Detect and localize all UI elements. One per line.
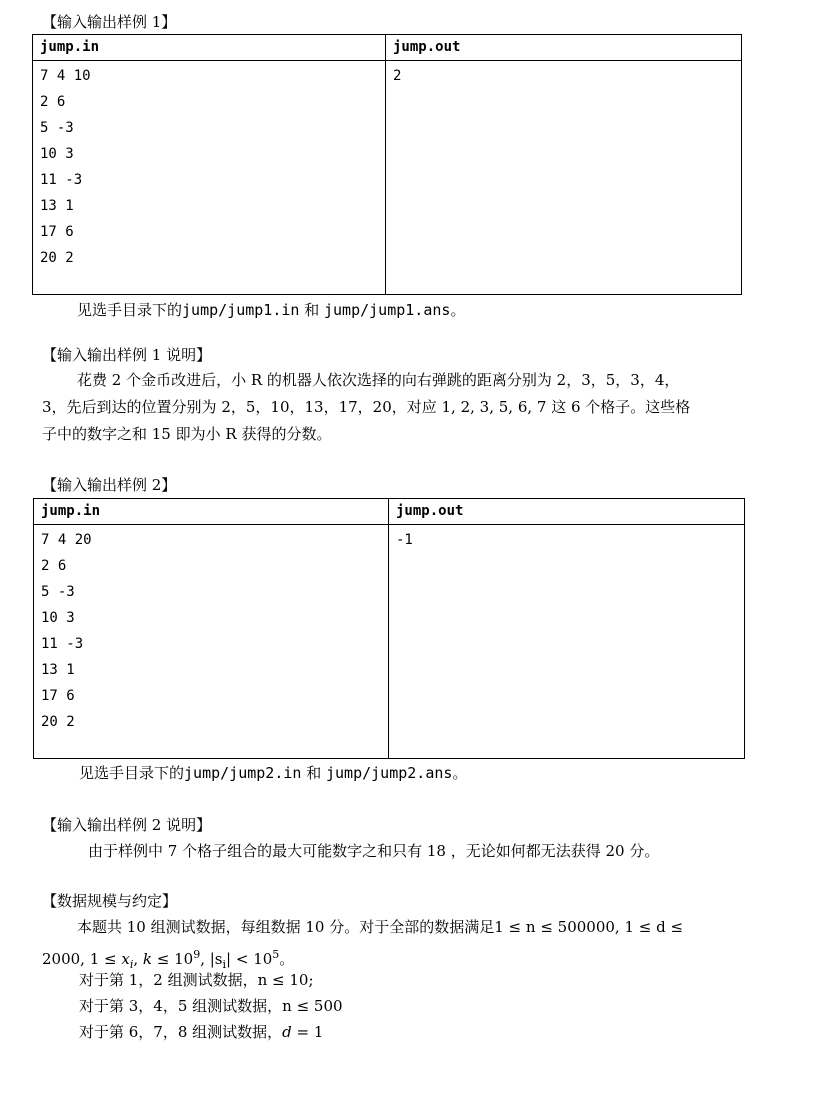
sample1-note <box>77 297 465 324</box>
input-line: 13 1 <box>41 662 75 678</box>
sample1-out-header: jump.out <box>386 35 742 61</box>
input-line: 13 1 <box>40 198 74 214</box>
input-line: 2 6 <box>40 94 66 110</box>
sample2-output-cell <box>389 525 745 759</box>
input-line: 10 3 <box>40 146 74 162</box>
sample2-table <box>33 498 745 759</box>
output-line: -1 <box>396 532 413 548</box>
input-line: 20 2 <box>40 250 74 266</box>
math-expression: | < 10 <box>226 950 273 968</box>
note-end: 。 <box>450 301 466 319</box>
note-end: 。 <box>452 764 468 782</box>
file-path: jump/jump1.ans <box>324 301 451 319</box>
math-expression: 1 ≤ n ≤ 500000, 1 ≤ d ≤ <box>494 918 684 936</box>
math-sup: 9 <box>193 948 201 961</box>
sample2-in-header: jump.in <box>34 499 389 525</box>
file-path: jump/jump1.in <box>182 301 300 319</box>
case-text: 对于第 3，4，5 组测试数据， <box>79 997 283 1015</box>
input-line: 7 4 10 <box>40 68 91 84</box>
input-line: 17 6 <box>41 688 75 704</box>
constraints-text: 本题共 10 组测试数据，每组数据 10 分。对于全部的数据满足 <box>77 918 495 936</box>
note-and: 和 <box>304 301 320 319</box>
line-end: 。 <box>279 950 295 968</box>
input-line: 5 -3 <box>40 120 74 136</box>
file-path: jump/jump2.ans <box>326 764 453 782</box>
explain2-heading: 【输入输出样例 2 说明】 <box>42 816 212 834</box>
explain1-line: 花费 2 个金币改进后，小 R 的机器人依次选择的向右弹跳的距离分别为 2，3，5，3，4， <box>77 371 680 389</box>
explain1-line: 3，先后到达的位置分别为 2，5，10，13，17，20，对应 1, 2, 3, 5, 6, 7 这 6 个格子。这些格 <box>42 398 691 416</box>
sample2-input-cell <box>34 525 389 759</box>
sample2-heading: 【输入输出样例 2】 <box>42 476 177 494</box>
math-var: d <box>282 1023 292 1041</box>
output-line: 2 <box>393 68 402 84</box>
case-text: 对于第 1，2 组测试数据， <box>79 971 258 989</box>
case-text: 对于第 6，7，8 组测试数据， <box>79 1023 283 1041</box>
sample2-note <box>79 760 467 787</box>
math-expression: , |s <box>200 950 223 968</box>
note-and: 和 <box>306 764 322 782</box>
math-var: k <box>142 950 152 968</box>
input-line: 17 6 <box>40 224 74 240</box>
input-line: 10 3 <box>41 610 75 626</box>
input-line: 2 6 <box>41 558 67 574</box>
constraints-line-1 <box>77 914 683 941</box>
file-path: jump/jump2.in <box>184 764 302 782</box>
input-line: 7 4 20 <box>41 532 92 548</box>
explain2-text: 由于样例中 7 个格子组合的最大可能数字之和只有 18 ，无论如何都无法获得 20 分。 <box>88 842 660 860</box>
math-expression: n ≤ 10; <box>257 971 314 989</box>
math-expression: n ≤ 500 <box>282 997 343 1015</box>
input-line: 5 -3 <box>41 584 75 600</box>
constraints-heading: 【数据规模与约定】 <box>42 892 178 910</box>
math-expression: , <box>133 950 143 968</box>
math-expression: = 1 <box>291 1023 324 1041</box>
sample1-table <box>32 34 742 295</box>
math-var: x <box>121 950 130 968</box>
sample2-out-header: jump.out <box>389 499 745 525</box>
sample1-in-header: jump.in <box>33 35 386 61</box>
math-sub: i <box>129 958 134 971</box>
constraints-case-2 <box>79 993 343 1020</box>
note-prefix: 见选手目录下的 <box>77 301 183 319</box>
sample1-output-cell <box>386 61 742 295</box>
math-expression: 2000, 1 ≤ <box>42 950 122 968</box>
constraints-case-1 <box>79 967 314 994</box>
input-line: 11 -3 <box>40 172 83 188</box>
note-prefix: 见选手目录下的 <box>79 764 185 782</box>
sample1-heading: 【输入输出样例 1】 <box>42 13 177 31</box>
math-sup: 5 <box>272 948 280 961</box>
constraints-case-3 <box>79 1019 323 1046</box>
math-expression: ≤ 10 <box>152 950 194 968</box>
explain1-heading: 【输入输出样例 1 说明】 <box>42 346 212 364</box>
input-line: 20 2 <box>41 714 75 730</box>
math-sub: i <box>222 958 227 971</box>
explain1-line: 子中的数字之和 15 即为小 R 获得的分数。 <box>42 425 332 443</box>
input-line: 11 -3 <box>41 636 84 652</box>
sample1-input-cell <box>33 61 386 295</box>
